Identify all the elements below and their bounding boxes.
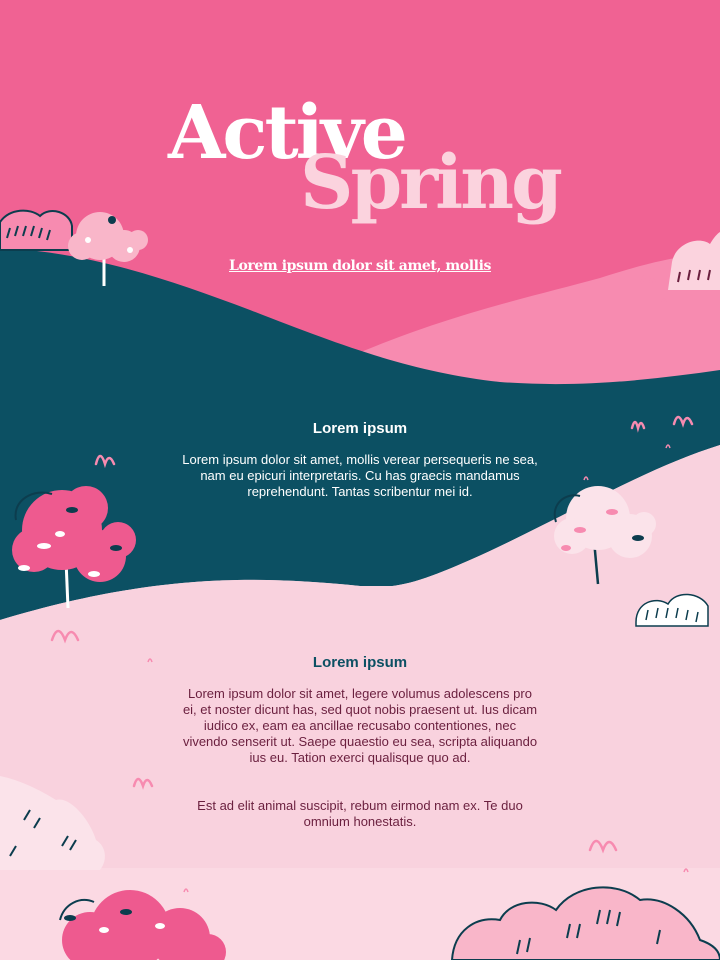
title-line-1: Active <box>168 90 405 176</box>
subtitle-link[interactable]: Lorem ipsum dolor sit amet, mollis <box>229 258 491 274</box>
section-2-body-2: Est ad elit animal suscipit, rebum eirmod nam ex. Te duo omnium honestatis. <box>197 798 523 829</box>
section-1-body: Lorem ipsum dolor sit amet, mollis verear persequeris ne sea, nam eu epicuri interpretaris. Cu has graecis mandamus reprehendunt. Tantas scribentur mei id. <box>182 452 538 499</box>
title-line-2: Spring <box>300 140 560 226</box>
bush-icon <box>0 211 72 250</box>
section-1-heading: Lorem ipsum <box>312 420 408 437</box>
section-2-heading: Lorem ipsum <box>312 654 408 671</box>
section-2-body: Lorem ipsum dolor sit amet, legere volumus adolescens pro ei, et noster dicunt has, sed quot nobis praesent ut. Ius dicam iudico ex, eam ea ancillae recusabo contentiones, nec vivendo senserit ut. Saepe quaestio eu sea, scripta aliquando ius eu. Tation exerci qualisque quo ad. <box>182 686 538 765</box>
